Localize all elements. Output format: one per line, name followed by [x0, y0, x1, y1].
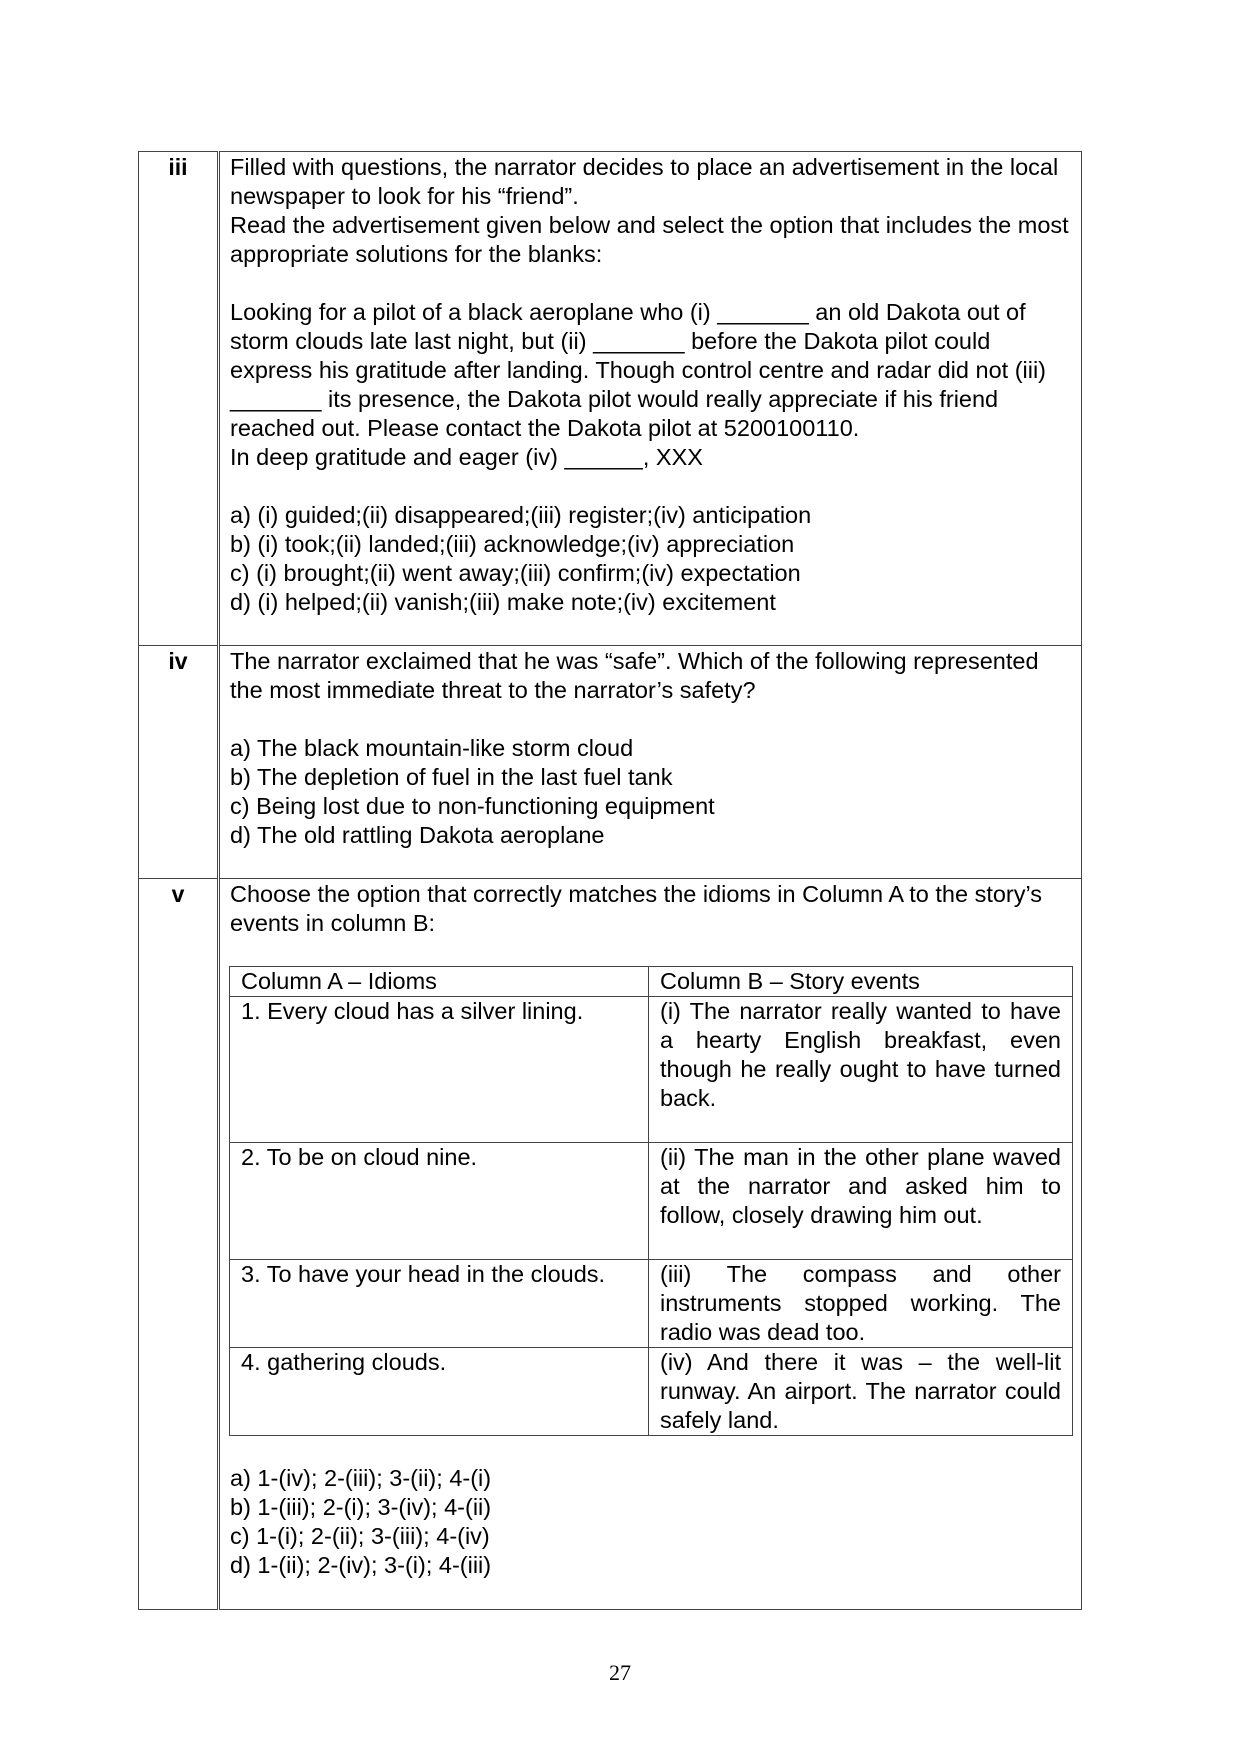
- table-row: [230, 1348, 1073, 1436]
- question-row-iii: [139, 152, 1082, 646]
- idioms-match-table: [229, 966, 1073, 1436]
- option-d: d) 1-(ii); 2-(iv); 3-(i); 4-(iii): [230, 1552, 492, 1578]
- table-row: [230, 997, 1073, 1143]
- story-event-cell: (ii) The man in the other plane waved at the narrator and asked him to follow, closely drawing him out.: [649, 1143, 1073, 1260]
- story-event-cell: (i) The narrator really wanted to have a hearty English breakfast, even though he really ought to have turned back.: [649, 997, 1073, 1143]
- option-c: c) 1-(i); 2-(ii); 3-(iii); 4-(iv): [230, 1523, 490, 1549]
- idiom-cell: 4. gathering clouds.: [230, 1348, 649, 1436]
- questions-table: [138, 151, 1082, 1610]
- option-b: b) The depletion of fuel in the last fuel tank: [230, 764, 673, 790]
- option-d: d) (i) helped;(ii) vanish;(iii) make note;(iv) excitement: [230, 589, 776, 615]
- page-number: 27: [609, 1660, 631, 1685]
- column-b-header: Column B – Story events: [649, 967, 1073, 997]
- question-row-v: [139, 879, 1082, 1610]
- question-number: iv: [139, 646, 219, 879]
- option-c: c) Being lost due to non-functioning equipment: [230, 793, 715, 819]
- table-row: [230, 1260, 1073, 1348]
- table-header-row: [230, 967, 1073, 997]
- question-content: [219, 646, 1082, 879]
- idiom-cell: 2. To be on cloud nine.: [230, 1143, 649, 1260]
- idiom-cell: 1. Every cloud has a silver lining.: [230, 997, 649, 1143]
- question-number: iii: [139, 152, 219, 646]
- story-event-cell: (iii) The compass and other instruments stopped working. The radio was dead too.: [649, 1260, 1073, 1348]
- question-number: v: [139, 879, 219, 1610]
- question-row-iv: [139, 646, 1082, 879]
- story-event-cell: (iv) And there it was – the well-lit runway. An airport. The narrator could safely land.: [649, 1348, 1073, 1436]
- question-paragraph: Filled with questions, the narrator decides to place an advertisement in the local newspaper to look for his “friend”.: [230, 154, 1059, 209]
- question-paragraph: The narrator exclaimed that he was “safe”. Which of the following represented the most immediate threat to the narrator’s safety?: [230, 648, 1039, 703]
- option-c: c) (i) brought;(ii) went away;(iii) confirm;(iv) expectation: [230, 560, 801, 586]
- option-a: a) The black mountain-like storm cloud: [230, 735, 634, 761]
- question-content: [219, 879, 1082, 1610]
- option-d: d) The old rattling Dakota aeroplane: [230, 822, 605, 848]
- column-a-header: Column A – Idioms: [230, 967, 649, 997]
- table-row: [230, 1143, 1073, 1260]
- question-paragraph: Read the advertisement given below and select the option that includes the most appropriate solutions for the blanks:: [230, 212, 1069, 267]
- option-a: a) 1-(iv); 2-(iii); 3-(ii); 4-(i): [230, 1465, 492, 1491]
- advertisement-signoff: In deep gratitude and eager (iv) ______, XXX: [230, 444, 703, 470]
- option-b: b) 1-(iii); 2-(i); 3-(iv); 4-(ii): [230, 1494, 492, 1520]
- option-a: a) (i) guided;(ii) disappeared;(iii) register;(iv) anticipation: [230, 502, 812, 528]
- question-paragraph: Choose the option that correctly matches the idioms in Column A to the story’s events in column B:: [230, 881, 1043, 936]
- idiom-cell: 3. To have your head in the clouds.: [230, 1260, 649, 1348]
- question-content: [219, 152, 1082, 646]
- option-b: b) (i) took;(ii) landed;(iii) acknowledge;(iv) appreciation: [230, 531, 795, 557]
- advertisement-text: Looking for a pilot of a black aeroplane who (i) _______ an old Dakota out of storm clouds late last night, but (ii) _______ before the Dakota pilot could express his gratitude after landing. Though control centre and radar did not (iii) _______ its presence, the Dakota pilot would really appreciate if his friend reached out. Please contact the Dakota pilot at 5200100110.: [230, 299, 1047, 441]
